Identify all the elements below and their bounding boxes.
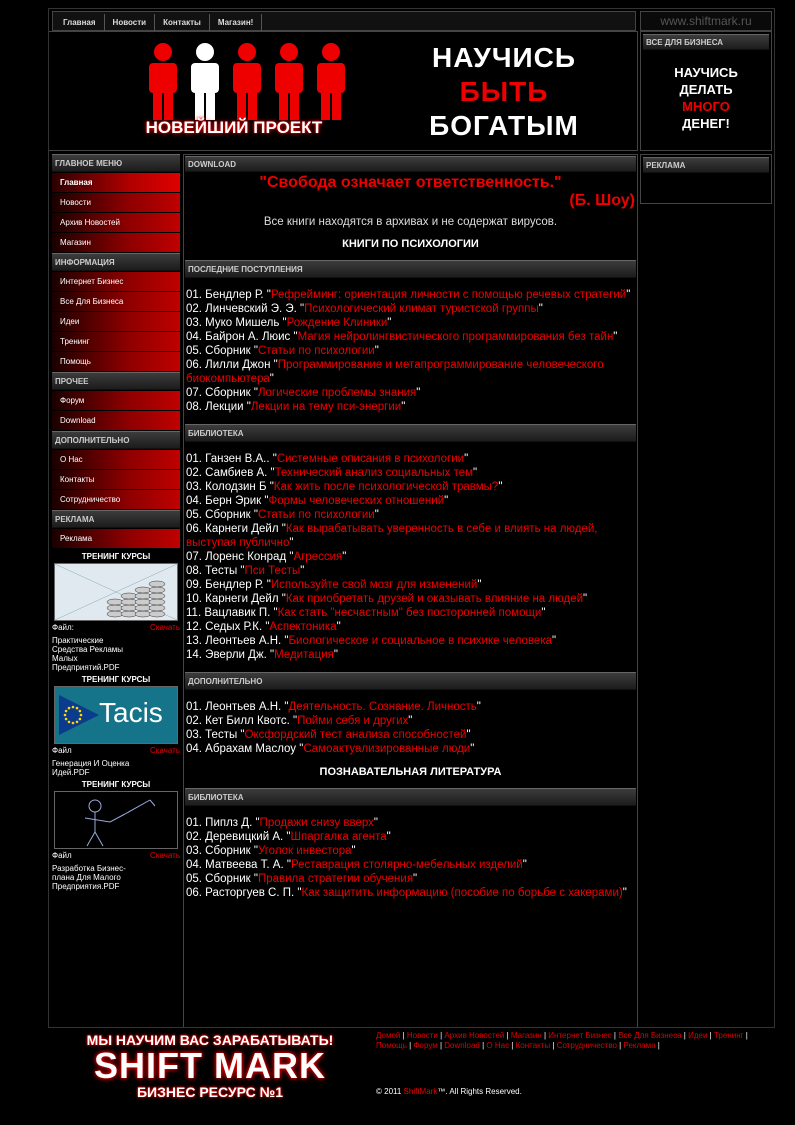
footer-link[interactable]: Сотрудничество [556, 1041, 617, 1050]
sidebar-item[interactable]: Сотрудничество [52, 490, 180, 510]
right-ad-box [640, 154, 772, 204]
training-course-card [52, 674, 180, 777]
book-entry [184, 330, 637, 344]
cognitive-title: ПОЗНАВАТЕЛЬНАЯ ЛИТЕРАТУРА [319, 766, 502, 778]
book-title-link[interactable]: Правила стратегии обучения [257, 873, 414, 885]
book-author: 04. Байрон А. Люис " [186, 331, 298, 343]
cognitive-section [184, 788, 637, 900]
footer-link[interactable]: Домой [376, 1031, 401, 1040]
banner-line-3: БОГАТЫМ [429, 110, 579, 141]
sidebar-section-header: РЕКЛАМА [52, 510, 180, 528]
book-author: 01. Пиплз Д. " [186, 817, 260, 829]
top-nav-item[interactable]: Магазин! [210, 14, 262, 32]
book-title-link[interactable]: Продажи снизу вверх [259, 817, 374, 829]
copyright [376, 1087, 522, 1096]
book-title-link[interactable]: Как защитить информацию (пособие по борьбе с хакерами) [301, 887, 623, 899]
training-file-name: Генерация И Оценка Идей.PDF [52, 759, 130, 777]
book-title-link[interactable]: Оксфордский тест анализа способностей [244, 729, 467, 741]
person-figure-icon [191, 43, 219, 120]
sidebar-item[interactable]: Контакты [52, 470, 180, 490]
training-image[interactable] [54, 686, 178, 744]
book-entry [184, 714, 637, 728]
book-entry [184, 452, 637, 466]
promo-line-1: НАУЧИСЬ [674, 65, 738, 80]
footer-separator: | [541, 1031, 549, 1040]
top-nav-bar [52, 11, 636, 31]
book-entry [184, 606, 637, 620]
book-title-link[interactable]: Уголок инвестора [257, 845, 352, 857]
book-entry [184, 480, 637, 494]
book-quote-close: " [444, 495, 449, 507]
training-image[interactable] [54, 563, 178, 621]
section-header: ДОПОЛНИТЕЛЬНО [185, 672, 636, 690]
book-quote-close: " [476, 701, 481, 713]
sidebar-item[interactable]: Идеи [52, 312, 180, 332]
book-quote-close: " [336, 621, 341, 633]
person-figure-icon [275, 43, 303, 120]
book-title-link[interactable]: Лекции на тему пси-энергии [250, 401, 402, 413]
book-author: 02. Самбиев А. " [186, 467, 275, 479]
book-author: 03. Тесты " [186, 729, 245, 741]
top-nav-item[interactable]: Новости [105, 14, 156, 32]
training-file-label: Файл [52, 851, 72, 860]
book-quote-close: " [374, 509, 379, 521]
footer-link[interactable]: О Нас [486, 1041, 510, 1050]
book-entry [184, 550, 637, 564]
book-entry [184, 700, 637, 714]
training-file-row [52, 851, 180, 860]
book-sections [184, 260, 637, 756]
book-entry [184, 508, 637, 522]
book-author: 02. Кет Билл Квотс. " [186, 715, 298, 727]
footer-logo[interactable] [60, 1032, 360, 1117]
book-quote-close: " [408, 715, 413, 727]
footer-separator: | [743, 1031, 748, 1040]
quote-author: (Б. Шоу) [569, 192, 635, 209]
coins-icon [55, 564, 177, 620]
footer-link[interactable]: Новости [406, 1031, 438, 1040]
footer-separator: | [509, 1041, 516, 1050]
people-icon [137, 42, 357, 122]
training-download-link[interactable]: Скачать [150, 746, 180, 755]
sidebar-section-header: ГЛАВНОЕ МЕНЮ [52, 154, 180, 172]
main-content [183, 154, 638, 1028]
book-title-link[interactable]: Аспектоника [269, 621, 337, 633]
book-quote-close: " [552, 635, 557, 647]
sidebar-item[interactable]: О Нас [52, 450, 180, 470]
book-entry [184, 386, 637, 400]
book-author: 05. Сборник " [186, 509, 258, 521]
footer-separator: | [479, 1041, 487, 1050]
person-figure-icon [233, 43, 261, 120]
book-quote-close: " [464, 453, 469, 465]
book-author: 09. Бендлер Р. " [186, 579, 271, 591]
book-entry [184, 522, 637, 550]
book-title-link[interactable]: Медитация [274, 649, 334, 661]
book-title-link[interactable]: Как стать "несчастным" без посторонней помощи [277, 607, 542, 619]
footer-link[interactable]: Помощь [376, 1041, 407, 1050]
book-title-link[interactable]: Формы человеческих отношений [268, 495, 445, 507]
sidebar-item[interactable]: Новости [52, 193, 180, 213]
training-file-label: Файл: [52, 623, 74, 632]
eu-flag-icon [59, 695, 99, 735]
book-author: 04. Абрахам Маслоу " [186, 743, 304, 755]
book-quote-close: " [473, 467, 478, 479]
book-title-link[interactable]: Как приобретать друзей и оказывать влияние на людей [285, 593, 584, 605]
tacis-logo-text: Tacis [99, 697, 163, 728]
training-download-link[interactable]: Скачать [150, 851, 180, 860]
book-entry [184, 564, 637, 578]
book-entry [184, 844, 637, 858]
book-author: 13. Леонтьев А.Н. " [186, 635, 289, 647]
book-entry [184, 830, 637, 844]
archive-note: Все книги находятся в архивах и не содержат вирусов. [263, 216, 558, 228]
book-title-link[interactable]: Шпаргалка агента [290, 831, 387, 843]
footer-link[interactable]: Тренинг [713, 1031, 744, 1040]
top-nav-item[interactable]: Главная [55, 14, 105, 32]
training-title: ТРЕНИНГ КУРСЫ [81, 780, 151, 789]
promo-line-2: ДЕЛАТЬ [679, 82, 733, 97]
book-author: 10. Карнеги Дейл " [186, 593, 286, 605]
book-title-link[interactable]: Программирование и метапрограммирование человеческого биокомпьютера [186, 359, 604, 385]
footer-link[interactable]: Реклама [623, 1041, 656, 1050]
person-figure-icon [149, 43, 177, 120]
book-quote-close: " [401, 401, 406, 413]
footer-links [376, 1031, 771, 1051]
psychology-title: КНИГИ ПО ПСИХОЛОГИИ [342, 238, 479, 250]
book-entry [184, 358, 637, 386]
book-quote-close: " [622, 887, 627, 899]
footer-tagline: БИЗНЕС РЕСУРС №1 [136, 1084, 284, 1100]
book-author: 12. Седых Р.К. " [186, 621, 270, 633]
copyright-prefix: © 2011 [376, 1087, 404, 1096]
main-header: DOWNLOAD [185, 156, 636, 172]
book-entry [184, 858, 637, 872]
book-quote-close: " [583, 593, 588, 605]
book-author: 05. Сборник " [186, 345, 258, 357]
book-author: 01. Леонтьев А.Н. " [186, 701, 289, 713]
book-entry [184, 400, 637, 414]
footer-slogan: МЫ НАУЧИМ ВАС ЗАРАБАТЫВАТЬ! [86, 1032, 334, 1048]
book-quote-close: " [374, 345, 379, 357]
book-quote-close: " [538, 303, 543, 315]
footer-brand: SHIFT MARK [94, 1045, 326, 1086]
book-author: 02. Линчевский Э. Э. " [186, 303, 305, 315]
training-image[interactable] [54, 791, 178, 849]
book-title-link[interactable]: Реставрация столярно-мебельных изделий [290, 859, 523, 871]
training-file-label: Файл [52, 746, 72, 755]
promo-line-4: ДЕНЕГ! [682, 116, 730, 131]
book-entry [184, 742, 637, 756]
footer-link[interactable]: Контакты [515, 1041, 551, 1050]
right-business-header: ВСЕ ДЛЯ БИЗНЕСА [643, 34, 769, 50]
book-author: 06. Лилли Джон " [186, 359, 278, 371]
sidebar-item[interactable]: Главная [52, 173, 180, 193]
book-quote-close: " [413, 873, 418, 885]
book-entry [184, 316, 637, 330]
header-banner [48, 31, 638, 151]
book-entry [184, 302, 637, 316]
book-quote-close: " [351, 845, 356, 857]
book-title-link[interactable]: Системные описания в психологии [276, 453, 465, 465]
banner-line-2: БЫТЬ [459, 76, 549, 107]
book-quote-close: " [613, 331, 618, 343]
sidebar-item[interactable]: Все Для Бизнеса [52, 292, 180, 312]
quote: "Свобода означает ответственность." [259, 174, 562, 191]
promo-line-3: МНОГО [682, 99, 730, 114]
book-entry [184, 344, 637, 358]
book-title-link[interactable]: Агрессия [293, 551, 343, 563]
footer-link[interactable]: Архив Новостей [444, 1031, 505, 1040]
book-author: 01. Бендлер Р. " [186, 289, 271, 301]
footer-separator: | [406, 1041, 414, 1050]
section-header: БИБЛИОТЕКА [185, 788, 636, 806]
section-header: ПОСЛЕДНИЕ ПОСТУПЛЕНИЯ [185, 260, 636, 278]
book-entry [184, 634, 637, 648]
sidebar-item[interactable]: Архив Новостей [52, 213, 180, 233]
book-entry [184, 620, 637, 634]
book-title-link[interactable]: Психологический климат туристской группы [304, 303, 539, 315]
person-figure-icon [317, 43, 345, 120]
footer-separator: | [400, 1031, 407, 1040]
training-download-link[interactable]: Скачать [150, 623, 180, 632]
book-entry [184, 578, 637, 592]
top-nav-item[interactable]: Контакты [155, 14, 210, 32]
training-file-name: Практические Средства Рекламы Малых Предприятий.PDF [52, 636, 124, 672]
book-quote-close: " [477, 579, 482, 591]
book-author: 07. Сборник " [186, 387, 258, 399]
left-sidebar [52, 154, 180, 914]
book-entry [184, 466, 637, 480]
training-file-name: Разработка Бизнес-плана Для Малого Предприятия.PDF [52, 864, 126, 891]
sidebar-item[interactable]: Форум [52, 391, 180, 411]
book-quote-close: " [386, 831, 391, 843]
book-quote-close: " [416, 387, 421, 399]
book-quote-close: " [342, 551, 347, 563]
book-quote-close: " [541, 607, 546, 619]
book-title-link[interactable]: Рождение Клиники [286, 317, 388, 329]
book-author: 05. Сборник " [186, 873, 258, 885]
book-title-link[interactable]: Используйте свой мозг для изменений [270, 579, 478, 591]
sidebar-item[interactable]: Реклама [52, 529, 180, 549]
top-nav [53, 12, 635, 32]
book-author: 14. Эверли Дж. " [186, 649, 275, 661]
footer-separator: | [681, 1031, 689, 1040]
book-title-link[interactable]: Самоактуализированные люди [303, 743, 471, 755]
book-entry [184, 288, 637, 302]
book-quote-close: " [269, 373, 274, 385]
footer-separator: | [437, 1041, 445, 1050]
book-entry [184, 592, 637, 606]
book-quote-close: " [300, 565, 305, 577]
sidebar-section-header: ИНФОРМАЦИЯ [52, 253, 180, 271]
footer-link[interactable]: Download [444, 1041, 480, 1050]
right-business-box [640, 31, 772, 151]
sidebar-item[interactable]: Магазин [52, 233, 180, 253]
sidebar-section-header: ДОПОЛНИТЕЛЬНО [52, 431, 180, 449]
sidebar-item[interactable]: Интернет Бизнес [52, 272, 180, 292]
book-author: 01. Ганзен В.А.. " [186, 453, 277, 465]
book-author: 03. Муко Мишель " [186, 317, 287, 329]
book-title-link[interactable]: Технический анализ социальных тем [274, 467, 474, 479]
footer-separator: | [550, 1041, 557, 1050]
book-title-link[interactable]: Пси Тесты [244, 565, 301, 577]
book-title-link[interactable]: Как вырабатывать уверенность в себе и влиять на людей, выступая публично [186, 523, 598, 549]
footer-separator: | [707, 1031, 714, 1040]
book-quote-close: " [626, 289, 631, 301]
book-author: 04. Берн Эрик " [186, 495, 269, 507]
book-author: 08. Лекции " [186, 401, 251, 413]
robot-icon [55, 792, 177, 848]
site-url: www.shiftmark.ru [660, 14, 752, 28]
training-title: ТРЕНИНГ КУРСЫ [81, 675, 151, 684]
training-title: ТРЕНИНГ КУРСЫ [81, 552, 151, 561]
sidebar-section-header: ПРОЧЕЕ [52, 372, 180, 390]
book-quote-close: " [498, 481, 503, 493]
book-title-link[interactable]: Магия нейролингвистического программирования без тайн [297, 331, 614, 343]
training-course-card [52, 779, 180, 891]
book-quote-close: " [522, 859, 527, 871]
book-quote-close: " [470, 743, 475, 755]
book-author: 03. Сборник " [186, 845, 258, 857]
footer-link[interactable]: Форум [413, 1041, 438, 1050]
right-ad-header: РЕКЛАМА [643, 157, 769, 173]
book-title-link[interactable]: Как жить после психологической травмы? [273, 481, 499, 493]
footer-separator: | [616, 1041, 624, 1050]
training-file-row [52, 623, 180, 632]
training-course-card [52, 551, 180, 672]
book-quote-close: " [466, 729, 471, 741]
book-author: 03. Колодзин Б " [186, 481, 274, 493]
footer-separator: | [437, 1031, 445, 1040]
sidebar-item[interactable]: Тренинг [52, 332, 180, 352]
book-entry [184, 886, 637, 900]
right-business-promo[interactable] [641, 64, 771, 132]
footer-separator: | [504, 1031, 511, 1040]
book-title-link[interactable]: Статьи по психологии [257, 345, 375, 357]
book-entry [184, 872, 637, 886]
copyright-brand[interactable]: ShiftMark [403, 1087, 438, 1096]
footer-separator: | [611, 1031, 619, 1040]
book-quote-close: " [333, 649, 338, 661]
book-entry [184, 494, 637, 508]
book-title-link[interactable]: Биологическое и социальное в психике человека [288, 635, 553, 647]
book-title-link[interactable]: Статьи по психологии [257, 509, 375, 521]
book-author: 06. Карнеги Дейл " [186, 523, 286, 535]
sidebar-item[interactable]: Помощь [52, 352, 180, 372]
project-label: НОВЕЙШИЙ ПРОЕКТ [145, 118, 323, 137]
book-author: 07. Лоренс Конрад " [186, 551, 294, 563]
banner-line-1: НАУЧИСЬ [432, 42, 576, 73]
book-title-link[interactable]: Пойми себя и других [297, 715, 409, 727]
book-entry [184, 728, 637, 742]
book-author: 04. Матвеева Т. А. " [186, 859, 291, 871]
book-quote-close: " [373, 817, 378, 829]
training-file-row [52, 746, 180, 755]
book-author: 08. Тесты " [186, 565, 245, 577]
book-author: 06. Расторгуев С. П. " [186, 887, 302, 899]
book-author: 02. Деревицкий А. " [186, 831, 291, 843]
site-url-box [640, 11, 772, 31]
footer-link[interactable]: Идеи [688, 1031, 708, 1040]
book-title-link[interactable]: Логические проблемы знания [257, 387, 417, 399]
section-header: БИБЛИОТЕКА [185, 424, 636, 442]
book-entry [184, 816, 637, 830]
book-author: 11. Вацлавик П. " [186, 607, 278, 619]
footer-link[interactable]: Интернет Бизнес [548, 1031, 612, 1040]
footer-link[interactable]: Все Для Бизнеса [618, 1031, 682, 1040]
book-quote-close: " [289, 537, 294, 549]
footer-separator: | [655, 1041, 660, 1050]
footer-link[interactable]: Магазин [510, 1031, 542, 1040]
book-title-link[interactable]: Рефрейминг: ориентация личности с помощью речевых стратегий [270, 289, 627, 301]
sidebar-item[interactable]: Download [52, 411, 180, 431]
book-entry [184, 648, 637, 662]
copyright-suffix: ™. All Rights Reserved. [437, 1087, 522, 1096]
book-quote-close: " [387, 317, 392, 329]
book-title-link[interactable]: Деятельность. Сознание. Личность [288, 701, 477, 713]
